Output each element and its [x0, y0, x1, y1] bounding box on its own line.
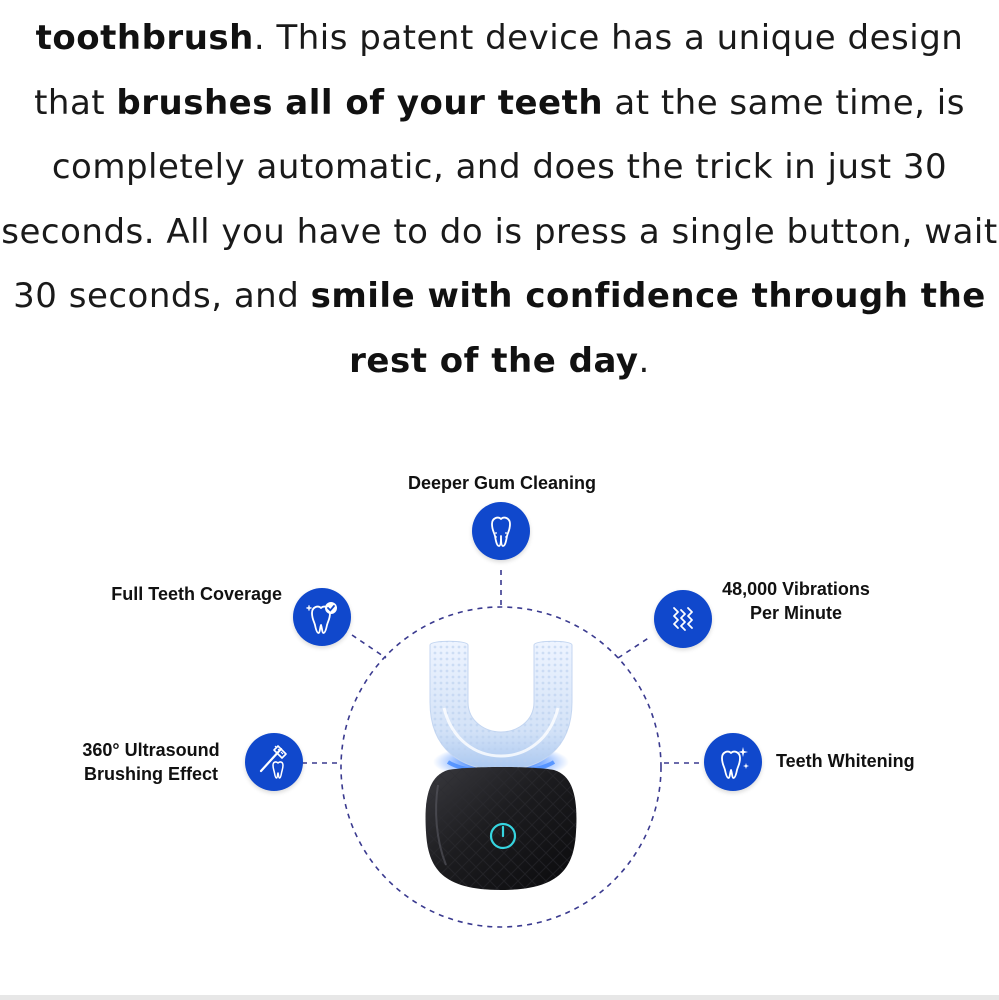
description-text-3: .: [638, 340, 650, 381]
feature-label-ultrasound-line2: Brushing Effect: [83, 764, 218, 784]
feature-diagram: [0, 440, 999, 1000]
u-shaped-toothbrush-graphic: [426, 641, 577, 890]
feature-label-teeth-whitening: Teeth Whitening: [776, 751, 915, 771]
feature-label-vibrations-line2: Per Minute: [749, 603, 842, 623]
feature-label-vibrations: [700, 577, 892, 625]
feature-label-deeper-gum-cleaning: Deeper Gum Cleaning: [407, 473, 597, 493]
feature-label-ultrasound: [58, 738, 244, 786]
connector-upper-left: [352, 635, 386, 658]
feature-label-ultrasound-line1: 360° Ultrasound: [82, 740, 220, 760]
product-description: [0, 6, 999, 393]
description-bold-smile: smile with confidence through the rest of the day: [310, 276, 986, 381]
description-text-2: at the same time, is completely automatic, and does the trick in just 30 seconds. All you have to do is press a single button, wait 30 seconds, and: [1, 82, 998, 316]
feature-label-full-teeth-coverage: Full Teeth Coverage: [111, 584, 282, 604]
bottom-divider: [0, 995, 999, 1000]
tooth-roots-icon: [472, 502, 530, 560]
toothbrush-tooth-icon: [245, 733, 303, 791]
connector-upper-right: [618, 637, 650, 658]
description-bold-brushes: brushes all of your teeth: [116, 82, 604, 123]
feature-label-vibrations-line1: 48,000 Vibrations: [722, 579, 870, 599]
description-bold-toothbrush: toothbrush: [35, 18, 254, 58]
tooth-check-icon: [293, 588, 351, 646]
tooth-sparkle-icon: [704, 733, 762, 791]
description-text-1: . This patent device has a unique design that: [34, 18, 964, 123]
